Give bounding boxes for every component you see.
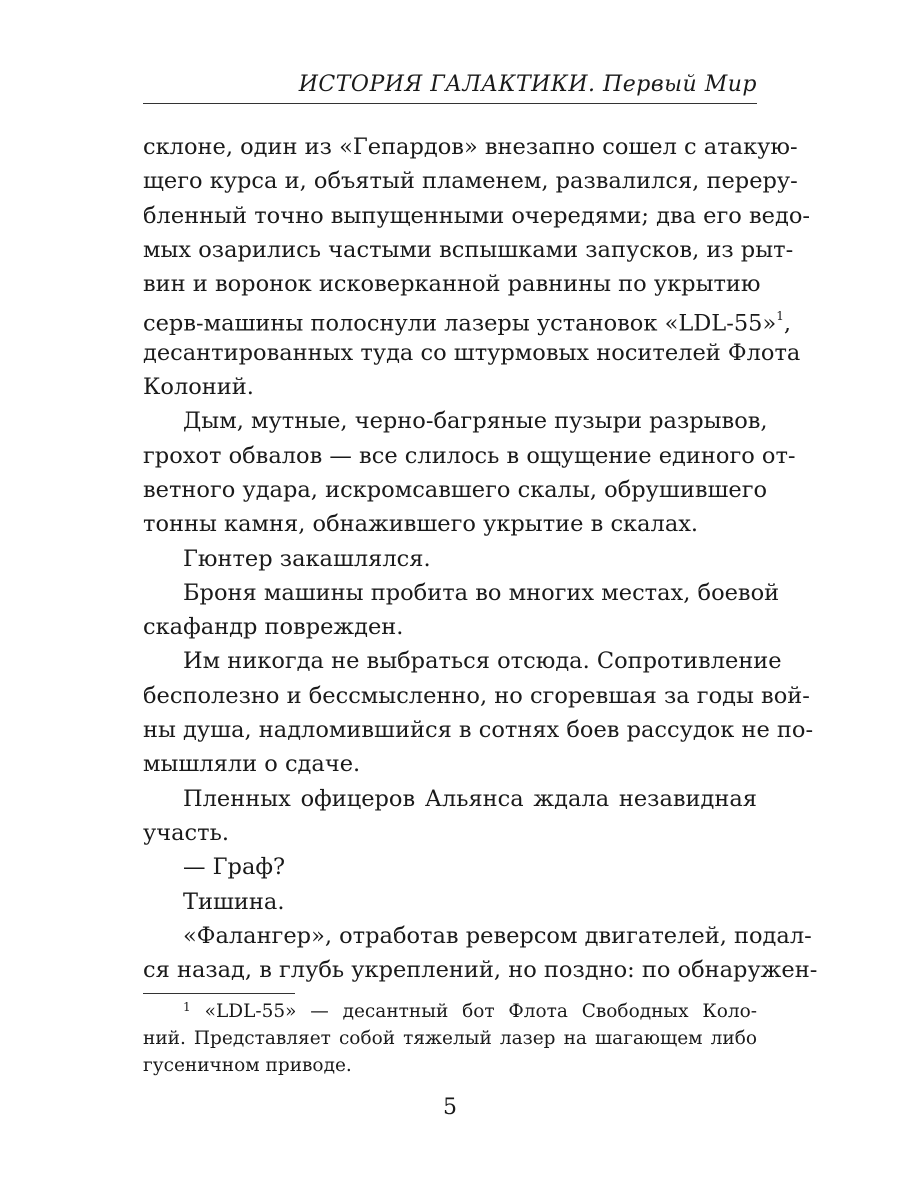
footnote-line: ний. Представляет собой тяжелый лазер на шагающем либо (143, 1028, 757, 1049)
text-line: Пленных офицеров Альянса ждала незавидная (183, 785, 757, 812)
text-line: ветного удара, искромсавшего скалы, обрушившего (143, 476, 768, 503)
text-line: скафандр поврежден. (143, 614, 404, 641)
text-line: ся назад, в глубь укреплений, но поздно: по обнаружен- (143, 957, 818, 984)
page-number: 5 (443, 1095, 457, 1120)
text-line: «Фалангер», отработав реверсом двигателей, подал- (183, 922, 812, 949)
footnote-marker: 1 (183, 1000, 191, 1014)
body-text (143, 130, 818, 987)
text-line: участь. (143, 819, 229, 846)
text-line: склоне, один из «Гепардов» внезапно сошел с атакую- (143, 134, 798, 160)
footnote (143, 998, 757, 1079)
text-line-with-footnote (143, 301, 792, 337)
running-title: ИСТОРИЯ ГАЛАКТИКИ. Первый Мир (298, 72, 757, 97)
text-line: Тишина. (183, 888, 285, 915)
running-header (143, 72, 757, 104)
footnote-line: гусеничном приводе. (143, 1055, 352, 1076)
text-line: мых озарились частыми вспышками запусков, из рыт- (143, 236, 794, 263)
text-line: серв-машины полоснули лазеры установок «LDL-55» (143, 310, 777, 337)
text-line: Броня машины пробита во многих местах, боевой (183, 579, 780, 606)
text-line: бленный точно выпущенными очередями; два его ведо- (143, 202, 810, 229)
text-line: тонны камня, обнажившего укрытие в скалах. (143, 511, 699, 538)
text-line: мышляли о сдаче. (143, 751, 361, 778)
text-line: Им никогда не выбраться отсюда. Сопротивление (183, 648, 782, 675)
text-line: десантированных туда со штурмовых носителей Флота (143, 339, 801, 366)
text-line: грохот обвалов — все слилось в ощущение единого от- (143, 442, 796, 469)
text-line: Гюнтер закашлялся. (183, 545, 431, 572)
footnote-divider (143, 993, 295, 994)
text-line: вин и воронок исковерканной равнины по укрытию (143, 271, 761, 298)
text-line: — Граф? (183, 854, 286, 881)
footnote-text: «LDL-55» — десантный бот Флота Свободных Коло- (204, 1001, 757, 1022)
text-line: щего курса и, объятый пламенем, развалился, переру- (143, 168, 798, 195)
footnote-reference[interactable]: 1 (776, 309, 784, 324)
text-line: Колоний. (143, 374, 254, 401)
text-line-punctuation: , (783, 310, 792, 337)
text-line: Дым, мутные, черно-багряные пузыри разрывов, (183, 408, 768, 435)
text-line: бесполезно и бессмысленно, но сгоревшая за годы вой- (143, 682, 810, 709)
text-line: ны душа, надломившийся в сотнях боев рассудок не по- (143, 717, 814, 744)
footnote-line (143, 998, 757, 1025)
